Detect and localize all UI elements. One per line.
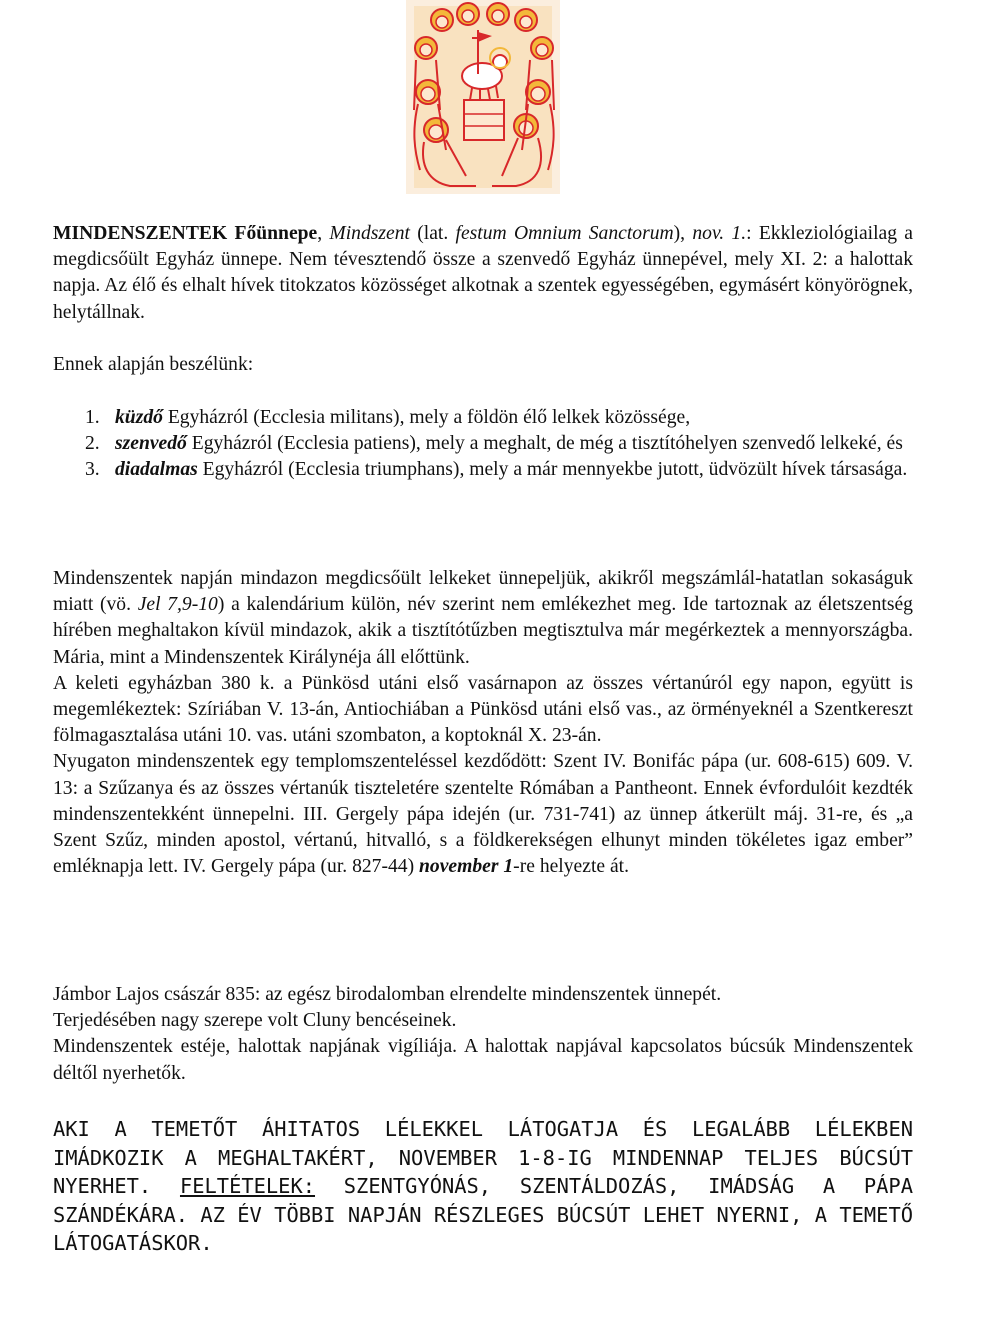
highlight-date: november 1 [419,856,514,878]
body-text: Nyugaton mindenszentek egy templomszenteléssel kezdődött: Szent IV. Bonifác pápa (ur. 608-615) 609. V. 13: a Szűzanya és az összes vértanúk tiszteletére szentelte Rómában a Pantheont. Ennek évfordulóit kezdték mindenszentekként ünnepelni. III. Gergely pápa idején (ur. 731-741) az ünnep átkerült máj. 31-re, és „a Szent Szűz, minden apostol, vértanú, hitvalló, s a földkerekségen elhunyt minden tökéletes igaz ember” emléknapja lett. IV. Gergely pápa (ur. 827-44) [53,751,913,878]
list-item [53,457,913,483]
list-number: 3. [85,459,100,481]
list-item [53,431,913,457]
body-section [53,566,913,880]
list-term: küzdő [115,407,163,428]
intro-description: : Ekkleziológiailag a megdicsőült Egyház ünnepe. Nem tévesztendő össze a szenvedő Egyház ünnepével, mely XI. 2: a halottak napja. Az élő és elhalt hívek titokzatos közösséget alkotnak a szentek egyességében, egymásért könyörögnek, helytállnak. [53,223,913,323]
list-lead: Ennek alapján beszélünk: [53,354,254,375]
list-term: szenvedő [115,433,187,455]
list-number: 2. [85,433,100,455]
list-text: Egyházról (Ecclesia triumphans), mely a már mennyekbe jutott, üdvözült hívek társasága. [197,459,908,481]
list-text: Egyházról (Ecclesia militans), mely a földön élő lelkek közössége, [162,407,691,428]
latin-name: festum Omnium Sanctorum [455,223,674,244]
body-text: -re helyezte át. [513,856,630,878]
church-list [53,405,913,484]
list-term: diadalmas [115,459,198,481]
history-section [53,982,913,1087]
bible-reference: Jel 7,9-10 [137,594,218,616]
body-text: Mindenszentek napján mindazon megdicsőült lelkeket ünnepeljük, akikről megszámlál-hatatlan sokaságuk miatt (vö. [53,568,913,616]
latin-open: (lat. [409,223,456,244]
notice-text: AKI A TEMETŐT ÁHITATOS LÉLEKKEL LÁTOGATJA ÉS LEGALÁBB LÉLEKBEN IMÁDKOZIK A MEGHALTAKÉRT, NOVEMBER 1-8-IG MINDENNAP TELJES BÚCSÚT NYERHET. [53,1117,913,1199]
feast-date: nov. 1. [692,223,747,244]
history-line: Jámbor Lajos császár 835: az egész birodalomban elrendelte mindenszentek ünnepét. [53,984,722,1005]
conditions-label: FELTÉTELEK: [179,1174,316,1199]
intro-sep: , [317,223,330,244]
saints-lamb-illustration [406,0,560,194]
indulgence-notice [53,1115,913,1258]
body-paragraph-2: A keleti egyházban 380 k. a Pünkösd utáni első vasárnapon az összes vértanúról egy napon, együtt is megemlékeztek: Szíriában V. 13-án, Antiochiában a Pünkösd utáni első vas., az örményeknél a Szentkereszt fölmagasztalása utáni 10. vas. utáni szombaton, a koptoknál X. 23-án. [53,672,913,747]
alternate-name: Mindszent [329,223,410,244]
history-line: Terjedésében nagy szerepe volt Cluny bencéseinek. [53,1010,457,1032]
latin-close: ), [673,223,693,244]
history-line: Mindenszentek estéje, halottak napjának vigíliája. A halottak napjával kapcsolatos búcsúk Mindenszentek déltől nyerhetők. [53,1036,913,1084]
list-text: Egyházról (Ecclesia patiens), mely a meghalt, de még a tisztítóhelyen szenvedő lelkeké, és [186,433,903,455]
notice-text: SZENTGYÓNÁS, SZENTÁLDOZÁS, IMÁDSÁG A PÁPA SZÁNDÉKÁRA. AZ ÉV TÖBBI NAPJÁN RÉSZLEGES BÚCSÚT LEHET NYERNI, A TEMETŐ LÁTOGATÁSKOR. [53,1174,913,1256]
list-item [53,405,913,431]
body-paragraph-1 [53,566,913,671]
body-text: ) a kalendárium külön, név szerint nem emlékezhet meg. Ide tartoznak az életszentség hírében meghaltakon kívül mindazok, akik a tisztítótűzben megtisztulva már megérkeztek a mennyországba. Mária, mint a Mindenszentek Királynéja áll előttünk. [53,594,913,668]
body-paragraph-3 [53,749,913,880]
list-number: 1. [85,407,100,428]
feast-title: MINDENSZENTEK Főünnepe [53,223,318,244]
intro-paragraph [53,221,913,326]
